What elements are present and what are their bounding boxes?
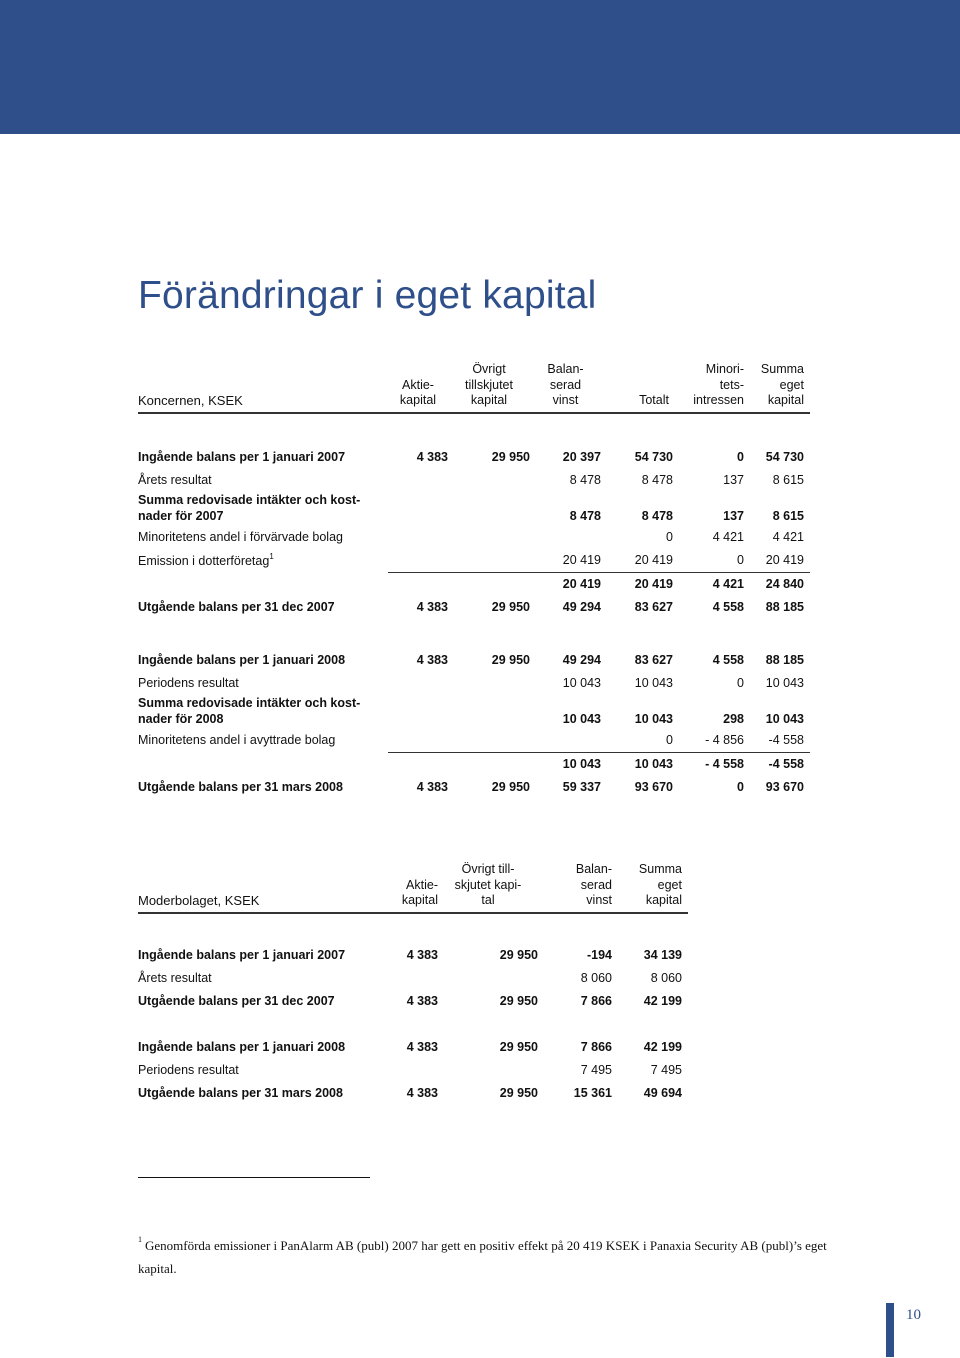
cell-c4: 10 043	[634, 757, 673, 771]
cell-c1	[388, 672, 448, 695]
cell-c2: 29 950	[499, 1086, 538, 1100]
group-header-total-equity: Summa eget kapital	[744, 362, 810, 413]
row-label-text: Utgående balans per 31 dec 2007	[138, 994, 335, 1008]
row-label-text: Ingående balans per 1 januari 2007	[138, 948, 346, 962]
cell-c6: -4 558	[744, 729, 810, 753]
table-row	[138, 967, 688, 990]
cell-c2: 29 950	[491, 600, 530, 614]
cell-c1	[388, 1059, 438, 1082]
cell-c5: 4 421	[712, 530, 744, 544]
cell-c1: 4 383	[416, 600, 448, 614]
cell-c1: 4 383	[416, 653, 448, 667]
row-label-text: Summa redovisade intäkter och kost- nader för 2008	[138, 695, 361, 726]
row-label	[138, 596, 388, 619]
spacer-row	[138, 619, 810, 649]
row-label-text: Ingående balans per 1 januari 2008	[138, 1040, 346, 1054]
cell-c1: 4 383	[416, 780, 448, 794]
cell-c5: - 4 856	[673, 729, 744, 753]
cell-c5: 298	[723, 711, 744, 726]
row-label	[138, 967, 388, 990]
cell-c1	[388, 967, 438, 990]
cell-c4: 93 670	[634, 780, 673, 794]
table-row	[138, 596, 810, 619]
parent-header-total-equity: Summa eget kapital	[612, 862, 688, 913]
footnote-reference: 1	[269, 552, 274, 562]
row-label	[138, 695, 388, 729]
cell-c6: 93 670	[765, 780, 804, 794]
row-label-text: Ingående balans per 1 januari 2008	[138, 653, 346, 667]
cell-c1: 4 383	[406, 994, 438, 1008]
table-row	[138, 752, 810, 776]
footnote-mark: 1	[138, 1235, 142, 1244]
cell-c5: 0	[673, 549, 744, 573]
table-row	[138, 526, 810, 549]
cell-c1	[388, 572, 448, 596]
cell-c4: 0	[601, 729, 673, 753]
row-label	[138, 1082, 388, 1105]
cell-c3: 10 043	[562, 757, 601, 771]
table-row	[138, 776, 810, 799]
parent-equity-table	[138, 862, 688, 1105]
parent-header-label: Moderbolaget, KSEK	[138, 862, 388, 913]
cell-c1: 4 383	[406, 1040, 438, 1054]
cell-c5: 4 558	[712, 600, 744, 614]
cell-c4: 10 043	[634, 676, 673, 690]
row-label-text: Utgående balans per 31 dec 2007	[138, 600, 335, 614]
table-row	[138, 446, 810, 469]
cell-c6: 20 419	[744, 549, 810, 573]
cell-c3: 49 294	[562, 653, 601, 667]
cell-c5: 137	[723, 473, 744, 487]
parent-header-retained-earnings: Balan- serad vinst	[538, 862, 612, 913]
cell-c3	[530, 526, 601, 549]
row-label	[138, 469, 388, 492]
cell-c5: 0	[737, 676, 744, 690]
spacer-row	[138, 413, 810, 446]
cell-c6: 10 043	[765, 711, 804, 726]
group-header-other-capital: Övrigt tillskjutet kapital	[448, 362, 530, 413]
cell-c3: 8 478	[569, 508, 601, 523]
cell-c6: 88 185	[765, 653, 804, 667]
cell-c6: 10 043	[765, 676, 804, 690]
cell-c1	[388, 695, 448, 729]
cell-c3: 7 866	[580, 1040, 612, 1054]
group-header-retained-earnings: Balan- serad vinst	[530, 362, 601, 413]
cell-c6: 8 615	[772, 508, 804, 523]
table-row	[138, 672, 810, 695]
row-label	[138, 672, 388, 695]
cell-c1: 4 383	[416, 450, 448, 464]
cell-c2: 29 950	[491, 450, 530, 464]
cell-c1	[388, 469, 448, 492]
cell-c3: 7 495	[580, 1063, 612, 1077]
page-number-bar	[886, 1303, 894, 1357]
row-label	[138, 752, 388, 776]
cell-c5: 0	[737, 780, 744, 794]
row-label-text: Summa redovisade intäkter och kost- nader för 2007	[138, 492, 361, 523]
table-row	[138, 729, 810, 753]
table-row	[138, 469, 810, 492]
cell-c3: 59 337	[562, 780, 601, 794]
cell-c4: 42 199	[643, 994, 682, 1008]
cell-c6: 88 185	[765, 600, 804, 614]
cell-c4: 54 730	[634, 450, 673, 464]
spacer-row	[138, 913, 688, 944]
table-row	[138, 944, 688, 967]
table-row	[138, 549, 810, 573]
cell-c1	[388, 752, 448, 776]
group-header-minority: Minori- tets- intressen	[673, 362, 744, 413]
cell-c1: 4 383	[406, 948, 438, 962]
cell-c2	[448, 672, 530, 695]
cell-c4: 20 419	[601, 549, 673, 573]
table-row	[138, 572, 810, 596]
spacer-row	[138, 1013, 688, 1036]
cell-c6: 4 421	[772, 530, 804, 544]
cell-c1	[388, 549, 448, 573]
parent-table-header	[138, 862, 688, 913]
cell-c2: 29 950	[499, 994, 538, 1008]
cell-c1	[388, 729, 448, 753]
row-label-text: Årets resultat	[138, 473, 212, 487]
row-label-text: Periodens resultat	[138, 1063, 239, 1077]
row-label	[138, 549, 388, 573]
row-label	[138, 776, 388, 799]
cell-c2	[438, 1059, 538, 1082]
group-equity-table	[138, 362, 810, 799]
row-label-text: Utgående balans per 31 mars 2008	[138, 780, 343, 794]
row-label-text: Periodens resultat	[138, 676, 239, 690]
footnote-text: Genomförda emissioner i PanAlarm AB (publ) 2007 har gett en positiv effekt på 20 419 KSEK i Panaxia Security AB (publ)’s eget kapital.	[138, 1238, 827, 1276]
table-row	[138, 492, 810, 526]
cell-c4: 8 478	[641, 473, 673, 487]
cell-c3: -194	[586, 948, 612, 962]
cell-c2: 29 950	[499, 948, 538, 962]
group-table-header	[138, 362, 810, 413]
row-label	[138, 729, 388, 753]
cell-c3: 20 419	[530, 549, 601, 573]
page-title: Förändringar i eget kapital	[138, 274, 597, 317]
cell-c3: 7 866	[580, 994, 612, 1008]
parent-header-other-capital: Övrigt till- skjutet kapi- tal	[438, 862, 538, 913]
cell-c2	[448, 695, 530, 729]
row-label	[138, 944, 388, 967]
cell-c4: 10 043	[634, 711, 673, 726]
cell-c4: 8 060	[650, 971, 682, 985]
cell-c6: 54 730	[765, 450, 804, 464]
cell-c2	[448, 572, 530, 596]
cell-c4: 0	[666, 530, 673, 544]
cell-c3: 49 294	[562, 600, 601, 614]
footnote	[138, 1228, 838, 1280]
group-header-share-capital: Aktie- kapital	[388, 362, 448, 413]
cell-c5: 4 558	[712, 653, 744, 667]
table-row	[138, 695, 810, 729]
row-label-text: Utgående balans per 31 mars 2008	[138, 1086, 343, 1100]
row-label	[138, 446, 388, 469]
row-label	[138, 1036, 388, 1059]
cell-c3: 8 060	[580, 971, 612, 985]
parent-header-share-capital: Aktie- kapital	[388, 862, 438, 913]
row-label-text: Ingående balans per 1 januari 2007	[138, 450, 346, 464]
cell-c4: 42 199	[643, 1040, 682, 1054]
row-label-text: Minoritetens andel i förvärvade bolag	[138, 530, 343, 544]
row-label	[138, 1059, 388, 1082]
cell-c2	[448, 549, 530, 573]
cell-c4: 83 627	[634, 600, 673, 614]
row-label-text: Minoritetens andel i avyttrade bolag	[138, 733, 336, 748]
cell-c4: 49 694	[643, 1086, 682, 1100]
cell-c5: - 4 558	[705, 757, 744, 771]
cell-c4: 34 139	[643, 948, 682, 962]
cell-c5: 137	[723, 508, 744, 523]
group-header-total: Totalt	[601, 362, 673, 413]
cell-c4: 20 419	[634, 577, 673, 591]
group-header-label: Koncernen, KSEK	[138, 362, 388, 413]
table-row	[138, 1036, 688, 1059]
row-label	[138, 572, 388, 596]
row-label	[138, 526, 388, 549]
cell-c6: 24 840	[765, 577, 804, 591]
cell-c3: 10 043	[562, 676, 601, 690]
cell-c2	[438, 967, 538, 990]
cell-c4: 7 495	[650, 1063, 682, 1077]
cell-c5: 4 421	[712, 577, 744, 591]
cell-c2	[448, 469, 530, 492]
cell-c4: 8 478	[641, 508, 673, 523]
cell-c1	[388, 526, 448, 549]
footnote-divider	[138, 1177, 370, 1178]
row-label-text: Emission i dotterföretag	[138, 554, 270, 569]
cell-c3: 10 043	[562, 711, 601, 726]
cell-c3: 15 361	[573, 1086, 612, 1100]
cell-c2: 29 950	[491, 780, 530, 794]
page-number: 10	[906, 1307, 921, 1323]
cell-c2: 29 950	[491, 653, 530, 667]
cell-c3: 20 397	[562, 450, 601, 464]
cell-c1	[388, 492, 448, 526]
header-band	[0, 0, 960, 134]
table-row	[138, 990, 688, 1013]
cell-c2: 29 950	[499, 1040, 538, 1054]
table-row	[138, 649, 810, 672]
row-label	[138, 492, 388, 526]
cell-c2	[448, 729, 530, 753]
cell-c2	[448, 492, 530, 526]
table-row	[138, 1082, 688, 1105]
cell-c1: 4 383	[406, 1086, 438, 1100]
cell-c6: -4 558	[768, 757, 804, 771]
cell-c5: 0	[737, 450, 744, 464]
cell-c2	[448, 752, 530, 776]
cell-c2	[448, 526, 530, 549]
cell-c6: 8 615	[772, 473, 804, 487]
cell-c4: 83 627	[634, 653, 673, 667]
row-label	[138, 990, 388, 1013]
cell-c3: 8 478	[569, 473, 601, 487]
row-label	[138, 649, 388, 672]
cell-c3	[530, 729, 601, 753]
table-row	[138, 1059, 688, 1082]
cell-c3: 20 419	[562, 577, 601, 591]
row-label-text: Årets resultat	[138, 971, 212, 985]
